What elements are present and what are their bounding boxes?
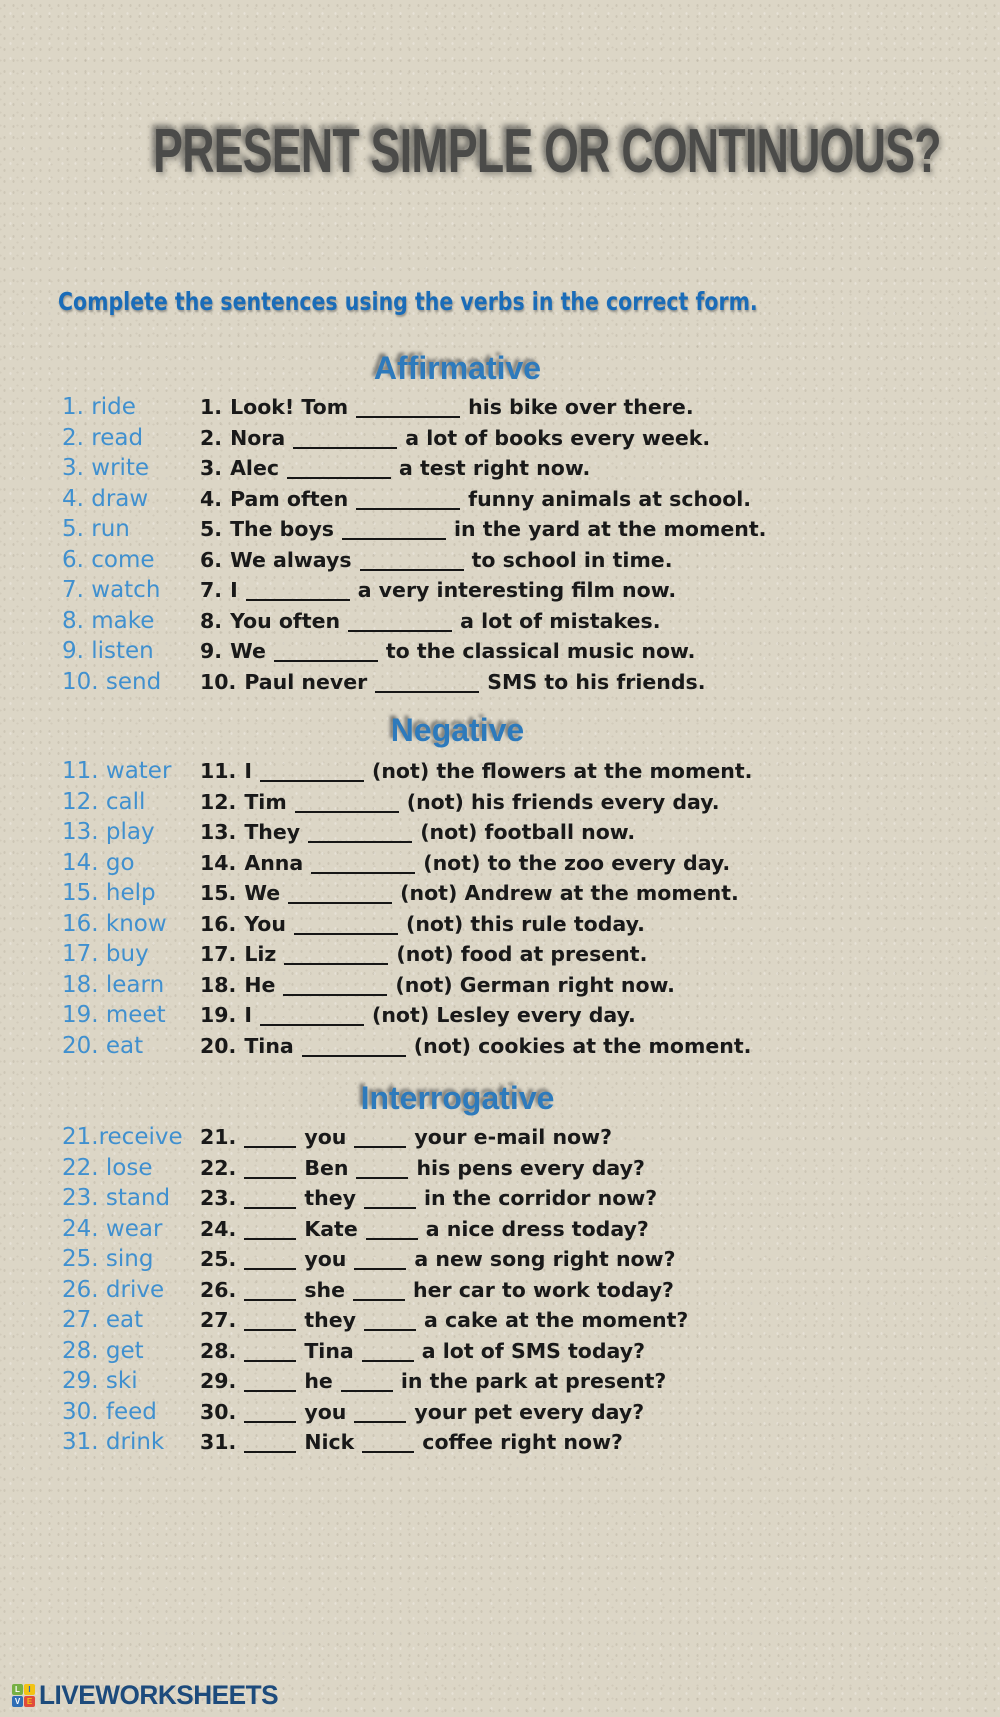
sentence-text: they xyxy=(304,1308,356,1333)
verb-hint: 9. listen xyxy=(62,638,154,665)
sentence-text: Nora xyxy=(230,425,286,450)
sentence xyxy=(200,820,643,844)
sentence-text: (not) this rule today. xyxy=(405,911,645,936)
sentence-number: 17. xyxy=(200,942,237,967)
exercise-row xyxy=(0,606,1000,637)
verb-hint: 31. drink xyxy=(62,1429,165,1456)
logo-tile-v: V xyxy=(12,1696,23,1707)
exercise-row xyxy=(0,1366,1000,1397)
verb-hint: 12. call xyxy=(62,788,146,815)
sentence-text: he xyxy=(304,1369,333,1394)
sentence-number: 10. xyxy=(200,669,237,694)
exercise-row xyxy=(0,1427,1000,1458)
footer xyxy=(12,1680,286,1711)
answer-blank[interactable] xyxy=(260,1010,364,1026)
sentence xyxy=(200,395,702,419)
sentence-text: you xyxy=(304,1399,347,1424)
sentence-number: 3. xyxy=(200,456,223,481)
section-negative xyxy=(0,711,1000,1061)
exercise-row xyxy=(0,1275,1000,1306)
answer-blank[interactable] xyxy=(353,1285,405,1301)
sentence xyxy=(200,1400,652,1424)
sentence xyxy=(200,973,683,997)
sentence xyxy=(200,426,718,450)
logo-tile-e: E xyxy=(24,1696,35,1707)
sentence-text: you xyxy=(304,1125,347,1150)
sentence-text: (not) Andrew at the moment. xyxy=(400,881,739,906)
sentence-text: Alec xyxy=(230,456,280,481)
title-wrap xyxy=(0,74,1000,229)
logo-tile-l: L xyxy=(12,1684,23,1695)
verb-hint: 20. eat xyxy=(62,1032,144,1059)
exercise-row xyxy=(0,970,1000,1001)
verb-hint: 4. draw xyxy=(62,485,149,512)
exercise-row xyxy=(0,1000,1000,1031)
verb-hint: 7. watch xyxy=(62,577,161,604)
answer-blank[interactable] xyxy=(302,1041,406,1057)
exercise-row xyxy=(0,667,1000,698)
verb-hint: 10. send xyxy=(62,668,162,695)
sentence-text: in the park at present? xyxy=(400,1369,667,1394)
sentence-text: in the corridor now? xyxy=(424,1186,658,1211)
sentence-number: 15. xyxy=(200,881,237,906)
answer-blank[interactable] xyxy=(356,1163,408,1179)
answer-blank[interactable] xyxy=(288,888,392,904)
exercise-row xyxy=(0,1214,1000,1245)
verb-hint: 6. come xyxy=(62,546,155,573)
sentence-number: 9. xyxy=(200,639,223,664)
sentence-text: to the classical music now. xyxy=(385,639,696,664)
sentence-text: in the yard at the moment. xyxy=(454,517,767,542)
sentence-text: funny animals at school. xyxy=(468,486,752,511)
section-heading: Interrogative xyxy=(360,1080,555,1117)
verb-hint: 18. learn xyxy=(62,971,165,998)
verb-hint: 15. help xyxy=(62,880,156,907)
exercise-row xyxy=(0,484,1000,515)
sentence xyxy=(200,456,598,480)
sentence-text: You xyxy=(244,911,286,936)
verb-hint: 19. meet xyxy=(62,1002,166,1029)
exercise-row xyxy=(0,392,1000,423)
sentence xyxy=(200,851,738,875)
section-heading: Negative xyxy=(390,712,525,749)
verb-hint: 17. buy xyxy=(62,941,149,968)
sentence-text: her car to work today? xyxy=(413,1277,674,1302)
sentence-text: she xyxy=(304,1277,346,1302)
sentence-text: a lot of SMS today? xyxy=(421,1338,646,1363)
answer-blank[interactable] xyxy=(244,1254,296,1270)
sentence xyxy=(200,1430,631,1454)
sentence-number: 12. xyxy=(200,789,237,814)
sentence-text: a very interesting film now. xyxy=(357,578,677,603)
sentence-number: 28. xyxy=(200,1338,237,1363)
answer-blank[interactable] xyxy=(354,1407,406,1423)
sentence-number: 18. xyxy=(200,972,237,997)
answer-blank[interactable] xyxy=(354,1254,406,1270)
sentence-text: (not) the flowers at the moment. xyxy=(371,759,753,784)
verb-hint: 24. wear xyxy=(62,1215,163,1242)
exercise-row xyxy=(0,1244,1000,1275)
answer-blank[interactable] xyxy=(244,1346,296,1362)
sentence-text: your pet every day? xyxy=(414,1399,645,1424)
sentence xyxy=(200,759,760,783)
answer-blank[interactable] xyxy=(362,1346,414,1362)
sentence-number: 25. xyxy=(200,1247,237,1272)
verb-hint: 21.receive xyxy=(62,1124,183,1151)
answer-blank[interactable] xyxy=(342,524,446,540)
sentence-text: you xyxy=(304,1247,347,1272)
exercise-row xyxy=(0,1397,1000,1428)
sentence xyxy=(200,1369,674,1393)
exercise-row xyxy=(0,453,1000,484)
answer-blank[interactable] xyxy=(260,766,364,782)
answer-blank[interactable] xyxy=(293,433,397,449)
sentence xyxy=(200,670,714,694)
sentence-text: (not) his friends every day. xyxy=(406,789,720,814)
answer-blank[interactable] xyxy=(356,402,460,418)
sentence-text: He xyxy=(244,972,276,997)
sentence xyxy=(200,790,728,814)
answer-blank[interactable] xyxy=(348,616,452,632)
sentence xyxy=(200,1125,620,1149)
answer-blank[interactable] xyxy=(244,1315,296,1331)
sentence-text: (not) to the zoo every day. xyxy=(423,850,731,875)
sentence-text: SMS to his friends. xyxy=(487,669,706,694)
sentence-text: coffee right now? xyxy=(422,1430,623,1455)
answer-blank[interactable] xyxy=(356,494,460,510)
verb-hint: 11. water xyxy=(62,758,172,785)
sentence-text: You often xyxy=(230,608,341,633)
exercise-row xyxy=(0,1153,1000,1184)
sentence-text: his bike over there. xyxy=(468,395,694,420)
sentence-text: Kate xyxy=(304,1216,358,1241)
answer-blank[interactable] xyxy=(362,1437,414,1453)
verb-hint: 16. know xyxy=(62,910,167,937)
sentence-number: 26. xyxy=(200,1277,237,1302)
sentence-text: to school in time. xyxy=(471,547,673,572)
sentence-text: (not) food at present. xyxy=(396,942,648,967)
exercise-row xyxy=(0,636,1000,667)
exercise-row xyxy=(0,1305,1000,1336)
sentence xyxy=(200,1186,665,1210)
exercise-row xyxy=(0,545,1000,576)
sentence-text: Look! Tom xyxy=(230,395,349,420)
exercise-row xyxy=(0,1031,1000,1062)
sentence-number: 30. xyxy=(200,1399,237,1424)
sentence-text: I xyxy=(244,1003,252,1028)
sentence-text: (not) football now. xyxy=(420,820,636,845)
sentence xyxy=(200,1339,653,1363)
sentence-text: Ben xyxy=(304,1155,349,1180)
sentence-text: Tina xyxy=(304,1338,354,1363)
verb-hint: 26. drive xyxy=(62,1276,165,1303)
answer-blank[interactable] xyxy=(364,1315,416,1331)
verb-hint: 2. read xyxy=(62,424,144,451)
answer-blank[interactable] xyxy=(308,827,412,843)
exercise-row xyxy=(0,1336,1000,1367)
answer-blank[interactable] xyxy=(287,463,391,479)
answer-blank[interactable] xyxy=(283,980,387,996)
sentence-text: Pam often xyxy=(230,486,349,511)
sentence-text: a lot of mistakes. xyxy=(460,608,661,633)
verb-hint: 13. play xyxy=(62,819,155,846)
verb-hint: 28. get xyxy=(62,1337,144,1364)
sentence-number: 20. xyxy=(200,1033,237,1058)
exercise-row xyxy=(0,909,1000,940)
sentence-text: a new song right now? xyxy=(414,1247,676,1272)
exercise-row xyxy=(0,756,1000,787)
sentence-text: his pens every day? xyxy=(416,1155,645,1180)
sentence-number: 14. xyxy=(200,850,237,875)
verb-hint: 3. write xyxy=(62,455,150,482)
answer-blank[interactable] xyxy=(244,1163,296,1179)
answer-blank[interactable] xyxy=(244,1376,296,1392)
sentence-text: We always xyxy=(230,547,352,572)
answer-blank[interactable] xyxy=(341,1376,393,1392)
answer-blank[interactable] xyxy=(244,1224,296,1240)
answer-blank[interactable] xyxy=(354,1132,406,1148)
answer-blank[interactable] xyxy=(294,919,398,935)
section-affirmative xyxy=(0,349,1000,697)
sentence-text: a nice dress today? xyxy=(425,1216,649,1241)
sentence-text: a cake at the moment? xyxy=(424,1308,689,1333)
answer-blank[interactable] xyxy=(244,1285,296,1301)
answer-blank[interactable] xyxy=(364,1193,416,1209)
verb-hint: 22. lose xyxy=(62,1154,153,1181)
sentence-number: 7. xyxy=(200,578,223,603)
sentence-text: (not) German right now. xyxy=(395,972,675,997)
liveworksheets-logo-icon xyxy=(12,1684,35,1707)
sentence-text: Paul never xyxy=(244,669,368,694)
sentence-text: (not) cookies at the moment. xyxy=(413,1033,752,1058)
exercise-row xyxy=(0,575,1000,606)
sentence-text: I xyxy=(230,578,238,603)
answer-blank[interactable] xyxy=(295,797,399,813)
sentence-text: (not) Lesley every day. xyxy=(371,1003,636,1028)
section-heading: Affirmative xyxy=(373,350,542,387)
sentence xyxy=(200,942,655,966)
answer-blank[interactable] xyxy=(311,858,415,874)
sentence xyxy=(200,487,759,511)
sentence xyxy=(200,548,681,572)
sentence xyxy=(200,1308,696,1332)
sections-container xyxy=(0,349,1000,1458)
verb-hint: 23. stand xyxy=(62,1185,171,1212)
brand-name: LIVEWORKSHEETS xyxy=(39,1680,279,1710)
sentence-number: 1. xyxy=(200,395,223,420)
verb-hint: 14. go xyxy=(62,849,135,876)
answer-blank[interactable] xyxy=(244,1132,296,1148)
verb-hint: 1. ride xyxy=(62,394,136,421)
exercise-row xyxy=(0,1122,1000,1153)
sentence xyxy=(200,1003,644,1027)
sentence-number: 4. xyxy=(200,486,223,511)
sentence-text: your e-mail now? xyxy=(414,1125,612,1150)
sentence-number: 6. xyxy=(200,547,223,572)
verb-hint: 30. feed xyxy=(62,1398,157,1425)
sentence xyxy=(200,1034,759,1058)
exercise-row xyxy=(0,848,1000,879)
sentence xyxy=(200,639,703,663)
sentence-number: 22. xyxy=(200,1155,237,1180)
sentence-text: We xyxy=(244,881,281,906)
answer-blank[interactable] xyxy=(246,585,350,601)
sentence-text: a test right now. xyxy=(399,456,591,481)
sentence xyxy=(200,881,747,905)
sentence xyxy=(200,578,684,602)
exercise-row xyxy=(0,939,1000,970)
exercise-row xyxy=(0,787,1000,818)
sentence xyxy=(200,912,653,936)
exercise-row xyxy=(0,423,1000,454)
answer-blank[interactable] xyxy=(284,949,388,965)
exercise-row xyxy=(0,878,1000,909)
sentence-text: Liz xyxy=(244,942,277,967)
answer-blank[interactable] xyxy=(375,677,479,693)
answer-blank[interactable] xyxy=(274,646,378,662)
sentence-text: Nick xyxy=(304,1430,355,1455)
sentence-text: Tim xyxy=(244,789,287,814)
sentence-number: 31. xyxy=(200,1430,237,1455)
sentence xyxy=(200,1217,657,1241)
answer-blank[interactable] xyxy=(366,1224,418,1240)
sentence xyxy=(200,1247,683,1271)
verb-hint: 25. sing xyxy=(62,1246,154,1273)
exercise-row xyxy=(0,817,1000,848)
verb-hint: 5. run xyxy=(62,516,130,543)
sentence-number: 13. xyxy=(200,820,237,845)
instructions-text: Complete the sentences using the verbs in the correct form. xyxy=(58,287,758,317)
sentence-text: The boys xyxy=(230,517,335,542)
answer-blank[interactable] xyxy=(244,1407,296,1423)
sentence-text: They xyxy=(244,820,301,845)
sentence-number: 2. xyxy=(200,425,223,450)
sentence-number: 11. xyxy=(200,759,237,784)
answer-blank[interactable] xyxy=(244,1437,296,1453)
exercise-row xyxy=(0,514,1000,545)
answer-blank[interactable] xyxy=(360,555,464,571)
sentence-number: 8. xyxy=(200,608,223,633)
sentence-text: a lot of books every week. xyxy=(405,425,711,450)
sentence-text: Anna xyxy=(244,850,304,875)
sentence-number: 19. xyxy=(200,1003,237,1028)
sentence-number: 16. xyxy=(200,911,237,936)
sentence xyxy=(200,1278,682,1302)
sentence-number: 29. xyxy=(200,1369,237,1394)
sentence-number: 21. xyxy=(200,1125,237,1150)
sentence-number: 27. xyxy=(200,1308,237,1333)
sentence-text: I xyxy=(244,759,252,784)
sentence-number: 23. xyxy=(200,1186,237,1211)
sentence-number: 24. xyxy=(200,1216,237,1241)
answer-blank[interactable] xyxy=(244,1193,296,1209)
verb-hint: 29. ski xyxy=(62,1368,138,1395)
sentence xyxy=(200,1156,653,1180)
sentence-text: Tina xyxy=(244,1033,294,1058)
sentence-text: We xyxy=(230,639,266,664)
page-title: PRESENT SIMPLE OR CONTINUOUS? xyxy=(153,116,941,186)
section-interrogative xyxy=(0,1079,1000,1458)
verb-hint: 27. eat xyxy=(62,1307,144,1334)
verb-hint: 8. make xyxy=(62,607,155,634)
exercise-row xyxy=(0,1183,1000,1214)
sentence xyxy=(200,517,774,541)
sentence-number: 5. xyxy=(200,517,223,542)
logo-tile-i: I xyxy=(24,1684,35,1695)
sentence-text: they xyxy=(304,1186,356,1211)
sentence xyxy=(200,609,669,633)
